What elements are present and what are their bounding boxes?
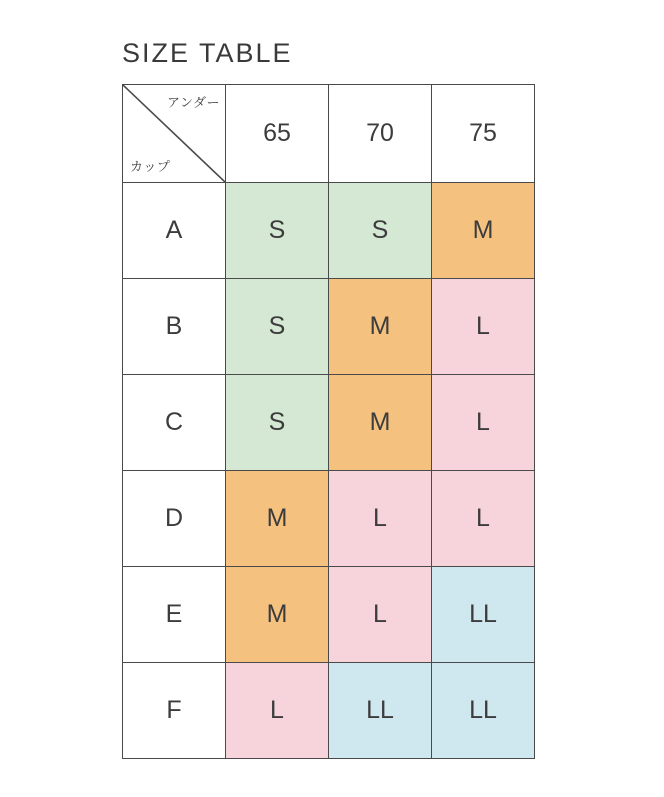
table-row [123, 567, 535, 663]
cell-b-70: M [329, 279, 432, 375]
cell-b-65: S [226, 279, 329, 375]
cell-f-70: LL [329, 663, 432, 759]
table-header-row [123, 85, 535, 183]
row-header-f: F [123, 663, 226, 759]
cell-c-70: M [329, 375, 432, 471]
cell-e-70: L [329, 567, 432, 663]
cell-f-75: LL [432, 663, 535, 759]
cell-c-65: S [226, 375, 329, 471]
row-header-c: C [123, 375, 226, 471]
row-header-d: D [123, 471, 226, 567]
column-header-65: 65 [226, 85, 329, 183]
under-axis-label: アンダー [167, 95, 220, 110]
cell-f-65: L [226, 663, 329, 759]
cell-e-75: LL [432, 567, 535, 663]
cup-axis-label: カップ [130, 159, 171, 174]
row-header-e: E [123, 567, 226, 663]
size-table [122, 84, 535, 759]
table-row [123, 663, 535, 759]
table-corner-cell [123, 85, 226, 183]
row-header-a: A [123, 183, 226, 279]
cell-e-65: M [226, 567, 329, 663]
page-title: SIZE TABLE [122, 38, 293, 68]
cell-a-75: M [432, 183, 535, 279]
cell-b-75: L [432, 279, 535, 375]
cell-d-75: L [432, 471, 535, 567]
cell-d-70: L [329, 471, 432, 567]
size-table-wrapper [122, 84, 535, 759]
table-row [123, 183, 535, 279]
column-header-75: 75 [432, 85, 535, 183]
table-row [123, 279, 535, 375]
table-row [123, 471, 535, 567]
cell-a-70: S [329, 183, 432, 279]
table-row [123, 375, 535, 471]
cell-d-65: M [226, 471, 329, 567]
cell-c-75: L [432, 375, 535, 471]
column-header-70: 70 [329, 85, 432, 183]
cell-a-65: S [226, 183, 329, 279]
row-header-b: B [123, 279, 226, 375]
